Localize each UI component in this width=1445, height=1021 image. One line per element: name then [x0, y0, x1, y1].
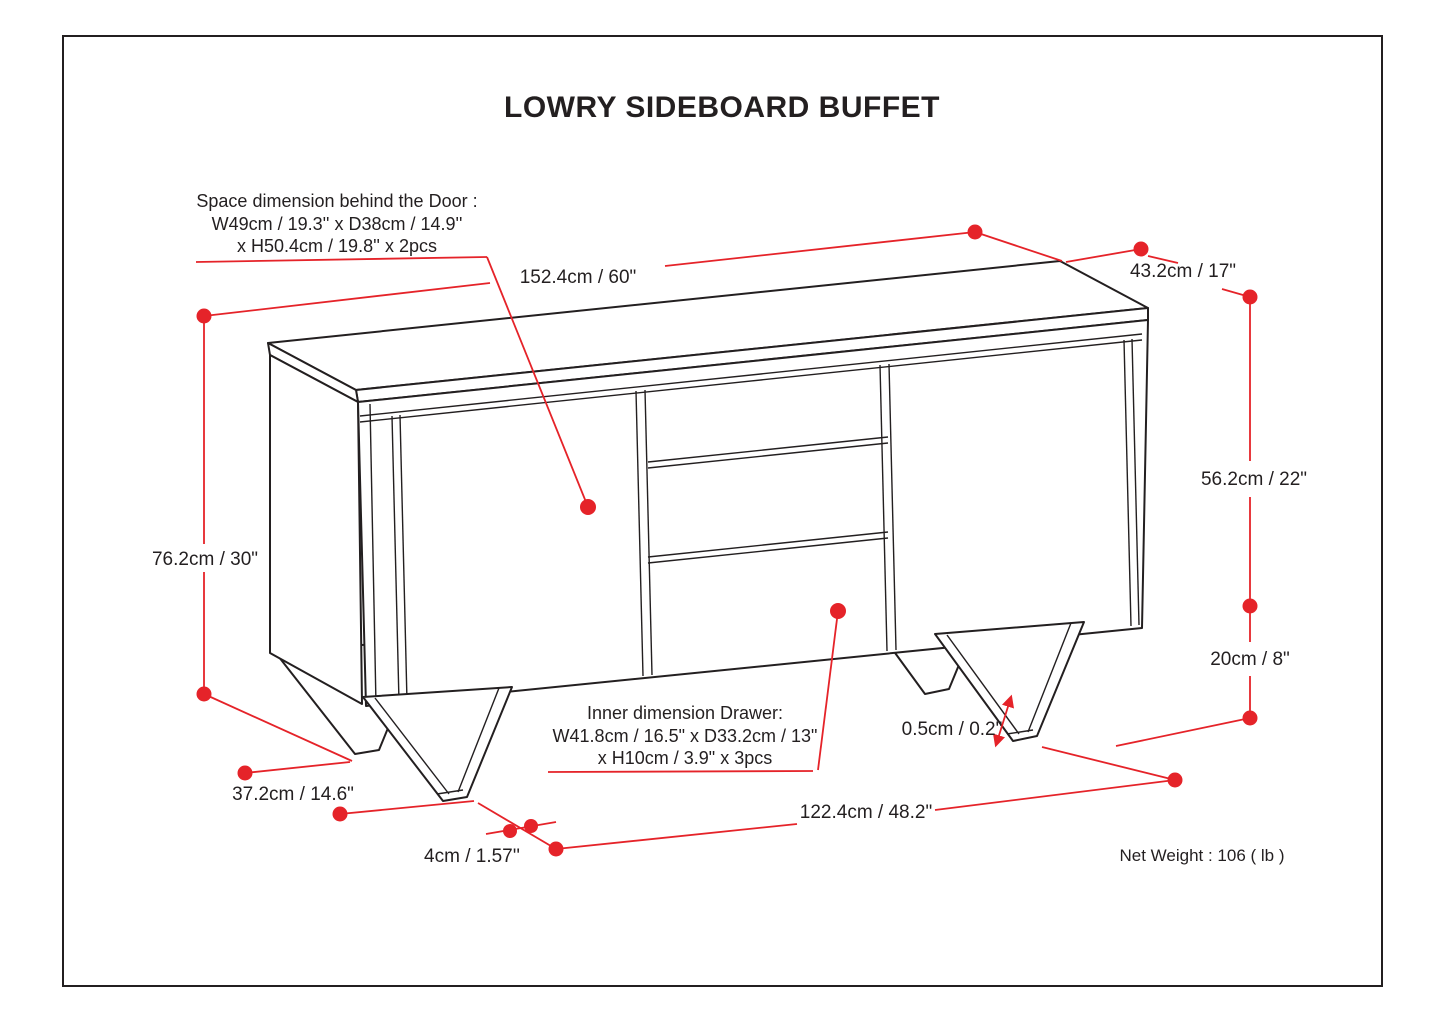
dim-foot-depth-label: 37.2cm / 14.6" — [232, 784, 354, 805]
dim-foot-span-line — [935, 780, 1175, 810]
front-left-leg — [363, 687, 512, 801]
dim-foot-span-leader — [1042, 747, 1175, 780]
dim-dot — [830, 603, 846, 619]
dim-foot-span-label: 122.4cm / 48.2" — [799, 802, 933, 823]
dim-dot — [333, 807, 348, 822]
dim-cabinet-height-label: 56.2cm / 22" — [1200, 469, 1308, 490]
dim-dot — [968, 225, 983, 240]
dim-dot — [549, 842, 564, 857]
dim-foot-depth-leader — [340, 801, 474, 814]
dim-depth-label: 43.2cm / 17" — [1129, 261, 1237, 282]
dim-leg-height-label: 20cm / 8" — [1210, 649, 1290, 670]
dim-leg-thickness-label: 0.5cm / 0.2" — [901, 719, 1003, 740]
door-space-note-line1: Space dimension behind the Door : — [196, 191, 478, 211]
dim-width-label: 152.4cm / 60" — [519, 267, 637, 288]
dim-width-leader — [975, 232, 1062, 261]
dim-foot-width-leader — [478, 803, 556, 849]
dim-overall-height-label: 76.2cm / 30" — [151, 549, 259, 570]
dim-dot — [1168, 773, 1183, 788]
door-space-note-line3: x H50.4cm / 19.8'' x 2pcs — [237, 236, 437, 256]
dim-dot — [1134, 242, 1149, 257]
drawer-note-line2: W41.8cm / 16.5" x D33.2cm / 13" — [552, 726, 818, 746]
dim-leg-height-leader — [1116, 718, 1250, 746]
dim-dot — [197, 309, 212, 324]
dim-dot — [1243, 599, 1258, 614]
dim-dot — [524, 819, 538, 833]
drawer-note-line1: Inner dimension Drawer: — [586, 703, 784, 723]
drawer-note-line3: x H10cm / 3.9" x 3pcs — [597, 748, 773, 768]
dim-dot — [580, 499, 596, 515]
dim-width-line — [665, 232, 975, 266]
dim-dot — [1243, 711, 1258, 726]
dim-foot-span-line — [556, 824, 797, 849]
dim-foot-width-line — [486, 822, 556, 834]
drawer-note-underline — [548, 771, 813, 772]
dim-dot — [1243, 290, 1258, 305]
dim-foot-depth-leader — [245, 762, 350, 773]
dim-foot-width-label: 4cm / 1.57'' — [424, 846, 520, 867]
door-space-note-underline — [196, 257, 487, 262]
dim-dot — [238, 766, 253, 781]
dim-width-line — [204, 283, 490, 316]
page-title: LOWRY SIDEBOARD BUFFET — [504, 91, 940, 124]
net-weight-label: Net Weight : 106 ( lb ) — [1119, 846, 1285, 865]
door-space-note-line2: W49cm / 19.3'' x D38cm / 14.9'' — [211, 214, 463, 234]
dim-dot — [503, 824, 517, 838]
left-side-panel — [270, 355, 362, 704]
front-left-leg-outline — [363, 687, 512, 801]
dim-dot — [197, 687, 212, 702]
